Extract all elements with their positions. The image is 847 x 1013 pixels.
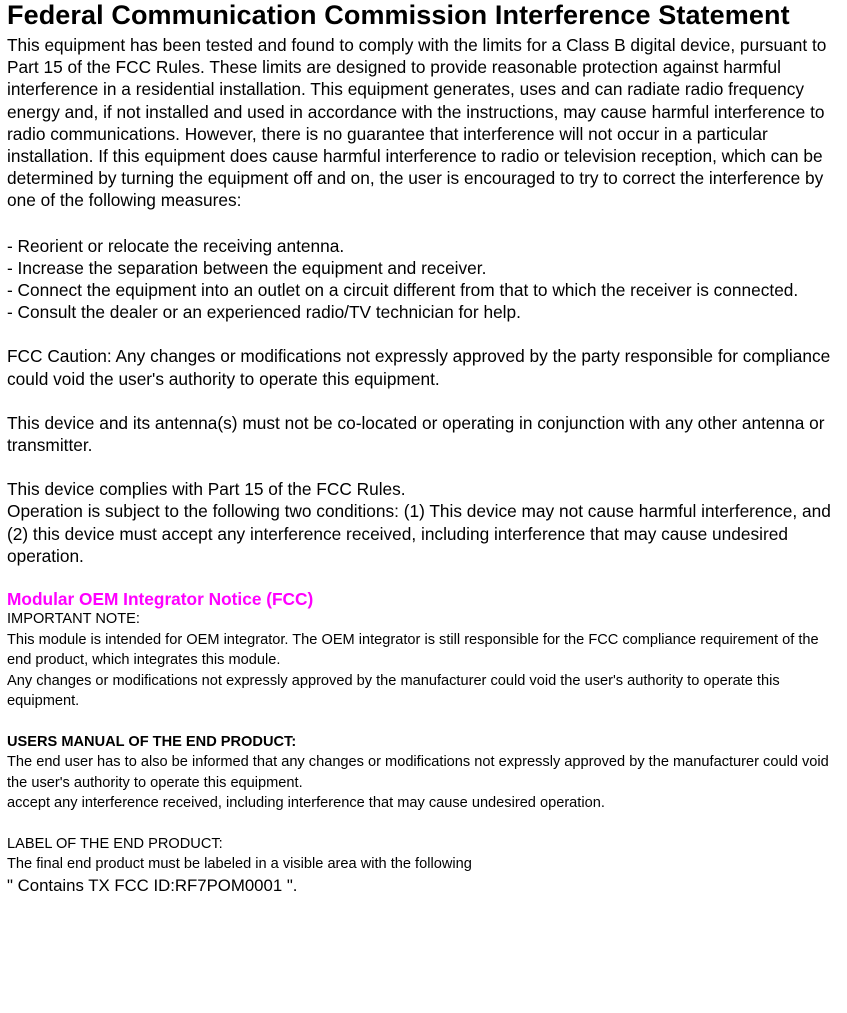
important-note-label: IMPORTANT NOTE:: [7, 611, 140, 628]
spacer: [7, 712, 845, 732]
measures-list: [7, 235, 845, 324]
users-manual-heading: USERS MANUAL OF THE END PRODUCT:: [7, 733, 297, 750]
spacer: [7, 323, 845, 345]
manufacturer-approval-paragraph: Any changes or modifications not expressly approved by the manufacturer could void the user's authority to operate this equipment.: [7, 672, 780, 710]
spacer: [7, 390, 845, 412]
label-heading: LABEL OF THE END PRODUCT:: [7, 835, 223, 852]
spacer: [7, 814, 845, 834]
document-title: Federal Communication Commission Interference Statement: [7, 0, 790, 30]
operation-conditions-paragraph: Operation is subject to the following two conditions: (1) This device may not cause harmful interference, and (2) this device must accept any interference received, including interference that may cause undesired operation.: [7, 501, 831, 566]
end-user-paragraph: The end user has to also be informed that any changes or modifications not expressly approved by the manufacturer could void the user's authority to operate this equipment.: [7, 754, 829, 791]
part15-line: This device complies with Part 15 of the FCC Rules.: [7, 479, 406, 500]
measure-item: - Connect the equipment into an outlet on a circuit different from that to which the receiver is connected.: [7, 280, 799, 301]
spacer: [7, 567, 845, 589]
fcc-caution-paragraph: FCC Caution: Any changes or modifications not expressly approved by the party responsible for compliance could void the user's authority to operate this equipment.: [7, 346, 831, 389]
accept-interference-paragraph: accept any interference received, including interference that may cause undesired operation.: [7, 795, 605, 812]
measure-item: - Reorient or relocate the receiving antenna.: [7, 235, 345, 256]
fcc-id-line: " Contains TX FCC ID:RF7POM0001 ".: [7, 875, 298, 895]
measure-item: - Increase the separation between the equipment and receiver.: [7, 257, 487, 278]
spacer: [7, 212, 845, 234]
label-requirement-paragraph: The final end product must be labeled in a visible area with the following: [7, 856, 472, 873]
document-page: [7, 0, 845, 897]
oem-integrator-paragraph: This module is intended for OEM integrator. The OEM integrator is still responsible for the FCC compliance requirement of the end product, which integrates this module.: [7, 631, 819, 669]
modular-oem-heading: Modular OEM Integrator Notice (FCC): [7, 589, 314, 610]
colocation-paragraph: This device and its antenna(s) must not be co-located or operating in conjunction with any other antenna or transmitter.: [7, 412, 825, 456]
intro-paragraph: This equipment has been tested and found to comply with the limits for a Class B digital device, pursuant to Part 15 of the FCC Rules. These limits are designed to provide reasonable protection against harmful interference in a residential installation. This equipment generates, uses and can radiate radio frequency energy and, if not installed and used in accordance with the instructions, may cause harmful interference to radio communications. However, there is no guarantee that interference will not occur in a particular installation. If this equipment does cause harmful interference to radio or television reception, which can be determined by turning the equipment off and on, the user is encouraged to try to correct the interference by one of the following measures:: [7, 35, 827, 211]
spacer: [7, 456, 845, 478]
measure-item: - Consult the dealer or an experienced radio/TV technician for help.: [7, 302, 521, 323]
